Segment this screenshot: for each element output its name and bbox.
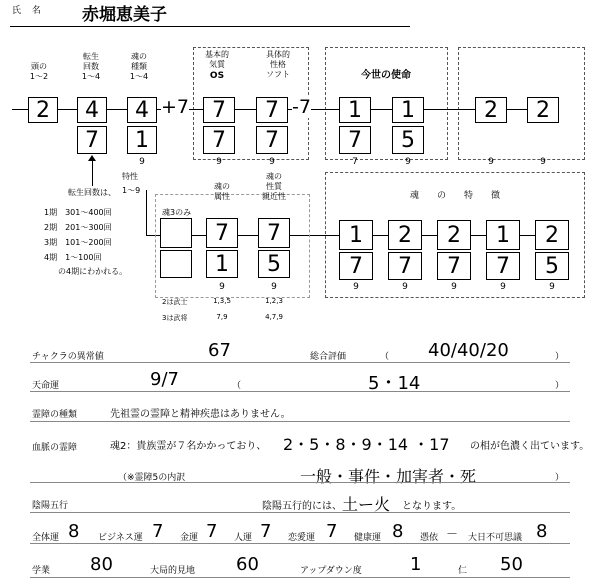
- mission1-bottom-box: 7: [339, 126, 371, 154]
- sogo-label: 総合評価: [310, 352, 347, 362]
- tensei-arrow-line: [92, 160, 93, 186]
- zokusei-bottom-box: 1: [206, 250, 238, 278]
- head-box: 2: [28, 97, 58, 123]
- nine-feature5: 9: [549, 282, 555, 292]
- only3-bottom-box: [160, 250, 192, 278]
- label-os: OS: [209, 71, 225, 81]
- kind-bottom-box: 1: [127, 126, 157, 154]
- tensei-top-box: 4: [77, 97, 107, 123]
- feature1-bottom-box: 7: [339, 252, 373, 280]
- last-gakugyo-label: 学業: [32, 566, 51, 576]
- tenmei-value: 9/7: [150, 369, 179, 390]
- mission2-bottom-box: 5: [392, 126, 424, 154]
- fortune-zentai-label: 全体運: [32, 533, 60, 543]
- feature2-top-box: 2: [388, 220, 422, 250]
- feature5-top-box: 2: [535, 220, 569, 250]
- last-updown-value: 1: [410, 554, 422, 575]
- zokusei-top-box: 7: [206, 218, 238, 248]
- seishitsu-vals2: 4,7,9: [265, 313, 283, 321]
- seishitsu-label: 魂の 性質 親近性: [262, 172, 286, 201]
- last-taikyoku-label: 大局的見地: [150, 566, 196, 576]
- fortune-kenko-value: 8: [392, 521, 404, 542]
- nine-zokusei: 9: [219, 282, 225, 292]
- fortune-kin-value: 7: [206, 521, 218, 542]
- fortune-hyoi-label: 憑依: [420, 533, 439, 543]
- feature1-top-box: 1: [339, 220, 373, 250]
- feature-title: 魂 の 特 徴: [409, 191, 500, 201]
- zokusei-label: 魂の 属性: [214, 182, 230, 201]
- mission2-top-box: 1: [392, 97, 424, 123]
- last-jin-value: 50: [500, 554, 523, 575]
- kihon-bottom-box: 7: [203, 126, 235, 154]
- nine-right2: 9: [540, 157, 546, 167]
- zokusei-vals2: 7,9: [216, 313, 228, 321]
- nine-feature2: 9: [402, 282, 408, 292]
- row-line-2: [30, 391, 570, 392]
- nine-mission2: 9: [405, 157, 411, 167]
- right1-box: 2: [475, 97, 507, 123]
- tenmei-open: （: [232, 381, 242, 391]
- mission1-top-box: 1: [339, 97, 371, 123]
- label-konse: 今世の使命: [361, 70, 411, 81]
- name-label: 氏 名: [12, 6, 45, 16]
- last-jin-label: 仁: [458, 566, 468, 576]
- reisho-value: 先祖霊の霊障と精神疾患はありません。: [110, 409, 291, 420]
- kind-top-box: 4: [127, 97, 157, 123]
- row-line-1: [30, 362, 570, 363]
- fortune-zentai-value: 8: [68, 521, 80, 542]
- seishitsu-top-box: 7: [258, 218, 290, 248]
- feature4-bottom-box: 7: [486, 252, 520, 280]
- row-line-6: [30, 543, 570, 544]
- nine-feature3: 9: [451, 282, 457, 292]
- feature5-bottom-box: 5: [535, 252, 569, 280]
- nine-gutai: 9: [269, 157, 275, 167]
- fortune-kenko-label: 健康運: [354, 533, 382, 543]
- last-taikyoku-value: 60: [236, 554, 259, 575]
- chakra-value: 67: [208, 340, 231, 361]
- row-line-7: [30, 577, 570, 578]
- label-head: 頭の 1～2: [29, 62, 49, 81]
- nine-feature1: 9: [353, 282, 359, 292]
- sogo-open: （: [380, 352, 390, 362]
- last-gakugyo-value: 80: [90, 554, 113, 575]
- seishitsu-vals1: 1,2,3: [265, 297, 283, 305]
- person-name: 赤堀恵美子: [82, 5, 167, 25]
- shosho-label: 3は武将: [162, 314, 188, 322]
- tensei-note-line2: 2期 201～300回: [44, 223, 112, 232]
- gutai-bottom-box: 7: [256, 126, 288, 154]
- ketsumyaku-tail: の相が色濃く出ています。: [470, 441, 590, 452]
- row-line-3: [30, 421, 570, 422]
- only3-top-box: [160, 218, 192, 248]
- inyo-value: 土ー火: [342, 495, 391, 514]
- kihon-top-box: 7: [203, 97, 235, 123]
- reisho-label: 霊障の種類: [32, 410, 78, 420]
- plus-seven: +7: [161, 96, 190, 118]
- last-updown-label: アップダウン度: [300, 566, 362, 576]
- row-line-5: [30, 512, 570, 513]
- tenmei-label: 天命運: [32, 381, 60, 391]
- only3-label: 魂3のみ: [162, 208, 192, 217]
- minus-seven: -7: [292, 96, 311, 118]
- fortune-renai-label: 恋愛運: [288, 533, 316, 543]
- inyo-label: 陰陽五行: [32, 501, 69, 511]
- nine-feature4: 9: [500, 282, 506, 292]
- tensei-note-title: 転生回数は、: [68, 188, 116, 197]
- label-tensei: 転生 回数 1～4: [81, 52, 101, 81]
- fortune-hito-value: 7: [260, 521, 272, 542]
- arrow-up-icon: [88, 155, 96, 161]
- header-underline: [10, 26, 410, 27]
- uchiwake-close: ）: [555, 473, 565, 483]
- right2-box: 2: [527, 97, 559, 123]
- inyo-pre: 陰陽五行的には、: [262, 501, 342, 512]
- feature3-bottom-box: 7: [437, 252, 471, 280]
- tensei-note-line1: 1期 301～400回: [44, 208, 112, 217]
- row-line-4: [30, 482, 570, 483]
- fortune-renai-value: 7: [326, 521, 338, 542]
- feature4-top-box: 1: [486, 220, 520, 250]
- feature3-top-box: 2: [437, 220, 471, 250]
- tokusei-label: 特性 1～9: [122, 172, 141, 195]
- ketsumyaku-label: 血脈の霊障: [32, 443, 78, 453]
- ketsumyaku-nums: 2・5・8・9・14 ・17: [283, 435, 450, 454]
- inyo-post: となります。: [402, 501, 462, 512]
- fortune-kin-label: 金運: [180, 533, 199, 543]
- branch-line-v: [146, 190, 147, 235]
- label-gutai: 具体的 性格 ソフト: [266, 50, 290, 79]
- fortune-hito-label: 人運: [234, 533, 253, 543]
- nine-kihon: 9: [216, 157, 222, 167]
- chakra-label: チャクラの異常値: [32, 352, 104, 362]
- sogo-close: ）: [555, 352, 565, 362]
- seishitsu-bottom-box: 5: [258, 250, 290, 278]
- nine-kind: 9: [139, 157, 145, 167]
- tenmei-close: ）: [555, 381, 565, 391]
- uchiwake-value: 一般・事件・加害者・死: [300, 467, 477, 486]
- tensei-note-line4: 4期 1～100回: [44, 253, 102, 262]
- tensei-note-footer: の4期にわかれる。: [58, 267, 128, 276]
- uchiwake-label: （※霊障5の内訳: [118, 473, 186, 483]
- fortune-business-value: 7: [152, 521, 164, 542]
- feature2-bottom-box: 7: [388, 252, 422, 280]
- sogo-value: 40/40/20: [428, 340, 509, 361]
- ketsumyaku-value: 魂2：貴族霊が７名かかっており、: [110, 441, 267, 452]
- nine-right1: 9: [488, 157, 494, 167]
- tenmei-value2: 5・14: [368, 373, 421, 394]
- seven-mission1: 7: [352, 157, 358, 167]
- fortune-hyoi-value: －: [446, 527, 459, 541]
- tensei-note-line3: 3期 101～200回: [44, 238, 112, 247]
- label-kind: 魂の 種類 1～4: [129, 52, 149, 81]
- label-kihon: 基本的 気質: [205, 50, 229, 69]
- fortune-dainichi-label: 大日不可思議: [468, 533, 523, 543]
- gutai-top-box: 7: [256, 97, 288, 123]
- bushi-label: 2は武士: [162, 298, 188, 306]
- tensei-bottom-box: 7: [77, 126, 107, 154]
- nine-seishitsu: 9: [271, 282, 277, 292]
- fortune-business-label: ビジネス運: [98, 533, 143, 543]
- zokusei-vals1: 1,3,5: [213, 297, 231, 305]
- fortune-dainichi-value: 8: [536, 521, 548, 542]
